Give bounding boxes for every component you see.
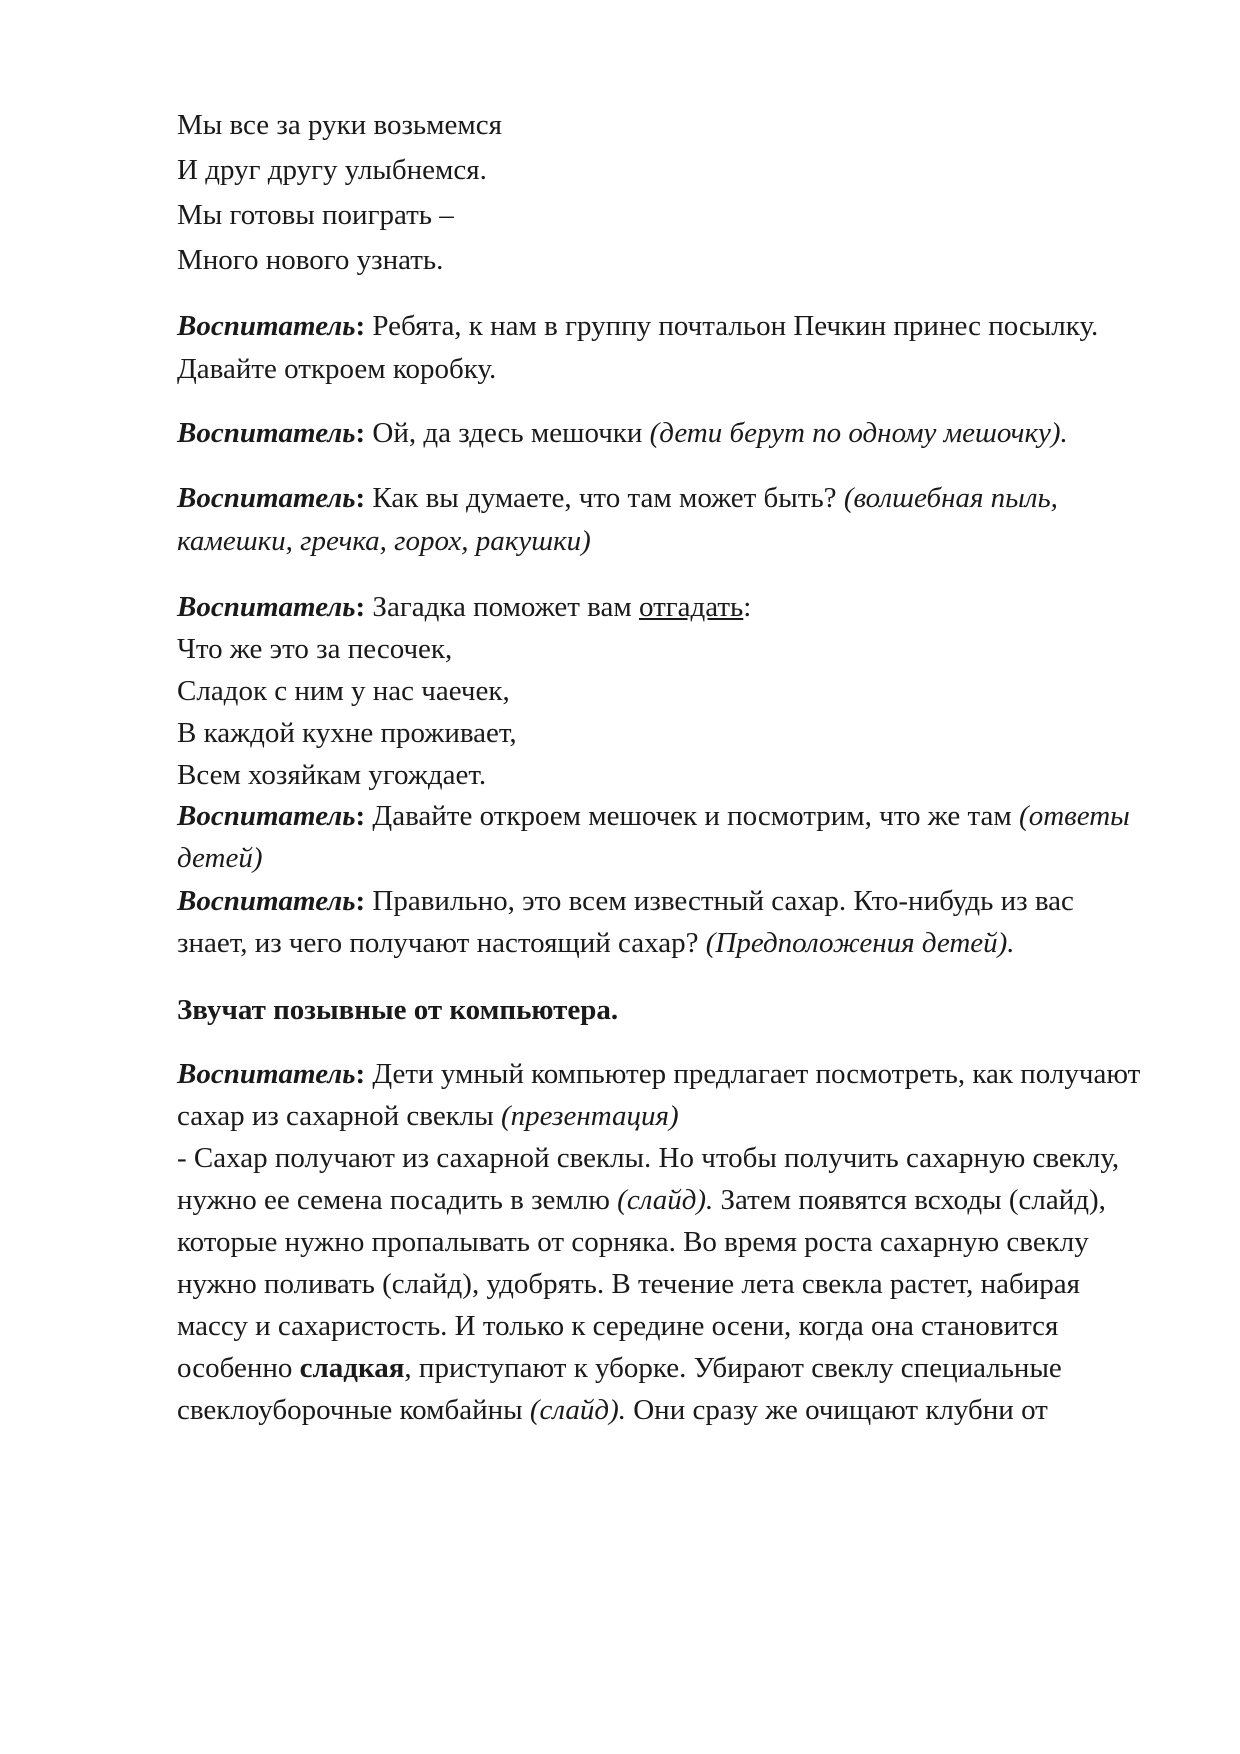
- body-text: Они сразу же очищают клубни от: [625, 1394, 1048, 1426]
- underlined-word: отгадать: [638, 591, 744, 623]
- speaker-label: Воспитатель: [177, 417, 356, 449]
- speaker-label: Воспитатель: [177, 310, 356, 342]
- paragraph-line: [177, 1351, 1062, 1385]
- dialogue-text: Ребята, к нам в группу почтальон Печкин принес посылку.: [365, 310, 1099, 342]
- stage-note: (презентация): [501, 1100, 679, 1132]
- paragraph-line: [177, 884, 1074, 918]
- body-text: свеклоуборочные комбайны: [177, 1394, 530, 1426]
- stage-note: (Предположения детей).: [705, 927, 1015, 959]
- body-text: особенно: [177, 1352, 300, 1384]
- body-text: , приступают к уборке. Убирают свеклу специальные: [404, 1352, 1062, 1384]
- stage-note: (волшебная пыль,: [843, 482, 1058, 514]
- paragraph-line: [177, 1057, 1140, 1091]
- stage-note: (ответы: [1019, 800, 1130, 832]
- body-text: нужно ее семена посадить в землю: [177, 1184, 618, 1216]
- speaker-colon: :: [355, 591, 366, 623]
- speaker-label: Воспитатель: [177, 885, 356, 917]
- speaker-label: Воспитатель: [177, 800, 356, 832]
- speaker-colon: :: [355, 800, 366, 832]
- paragraph-line: [177, 926, 1015, 960]
- paragraph-line: Давайте откроем коробку.: [177, 353, 497, 385]
- riddle-line: Что же это за песочек,: [177, 633, 453, 665]
- paragraph-line: массу и сахаристость. И только к середине осени, когда она становится: [177, 1310, 1059, 1342]
- paragraph-line: [177, 1183, 1106, 1217]
- section-heading: Звучат позывные от компьютера.: [177, 994, 619, 1026]
- speaker-label: Воспитатель: [177, 591, 356, 623]
- stage-note: (дети берут по одному мешочку).: [649, 417, 1068, 449]
- speaker-colon: :: [355, 482, 366, 514]
- riddle-line: Всем хозяйкам угождает.: [177, 759, 487, 791]
- poem-line: Мы все за руки возьмемся: [177, 109, 502, 141]
- stage-note: (слайд).: [617, 1184, 714, 1216]
- paragraph-line: [177, 1393, 1048, 1427]
- speaker-colon: :: [355, 310, 366, 342]
- dialogue-text: Ой, да здесь мешочки: [365, 417, 650, 449]
- poem-line: Много нового узнать.: [177, 244, 444, 276]
- dialogue-text: Загадка поможет вам: [365, 591, 639, 623]
- body-text: Затем появятся всходы (слайд),: [713, 1184, 1106, 1216]
- riddle-line: В каждой кухне проживает,: [177, 717, 517, 749]
- stage-note: камешки, гречка, горох, ракушки): [177, 525, 591, 557]
- riddle-line: Сладок с ним у нас чаечек,: [177, 675, 510, 707]
- paragraph-line: [177, 481, 1058, 515]
- paragraph-line: [177, 416, 1068, 450]
- paragraph-line: [177, 309, 1098, 343]
- poem-line: И друг другу улыбнемся.: [177, 154, 487, 186]
- document-page: [177, 0, 1157, 1754]
- speaker-colon: :: [355, 885, 366, 917]
- paragraph-line: нужно поливать (слайд), удобрять. В течение лета свекла растет, набирая: [177, 1268, 1081, 1300]
- bold-word: сладкая: [299, 1352, 405, 1384]
- paragraph-line: - Сахар получают из сахарной свеклы. Но чтобы получить сахарную свеклу,: [177, 1142, 1120, 1174]
- paragraph-line: [177, 590, 751, 624]
- speaker-label: Воспитатель: [177, 1058, 356, 1090]
- dialogue-text: Давайте откроем мешочек и посмотрим, что же там: [365, 800, 1020, 832]
- paragraph-line: [177, 799, 1130, 833]
- speaker-colon: :: [355, 1058, 366, 1090]
- stage-note: (слайд).: [529, 1394, 626, 1426]
- dialogue-text: Как вы думаете, что там может быть?: [365, 482, 844, 514]
- dialogue-text: Дети умный компьютер предлагает посмотреть, как получают: [365, 1058, 1141, 1090]
- dialogue-text: сахар из сахарной свеклы: [177, 1100, 501, 1132]
- dialogue-text: Правильно, это всем известный сахар. Кто-нибудь из вас: [365, 885, 1074, 917]
- paragraph-line: которые нужно пропалывать от сорняка. Во время роста сахарную свеклу: [177, 1226, 1089, 1258]
- dialogue-text: знает, из чего получают настоящий сахар?: [177, 927, 706, 959]
- punctuation: :: [743, 591, 752, 623]
- speaker-label: Воспитатель: [177, 482, 356, 514]
- paragraph-line: [177, 1099, 679, 1133]
- speaker-colon: :: [355, 417, 366, 449]
- stage-note: детей): [177, 842, 263, 874]
- poem-line: Мы готовы поиграть –: [177, 199, 454, 231]
